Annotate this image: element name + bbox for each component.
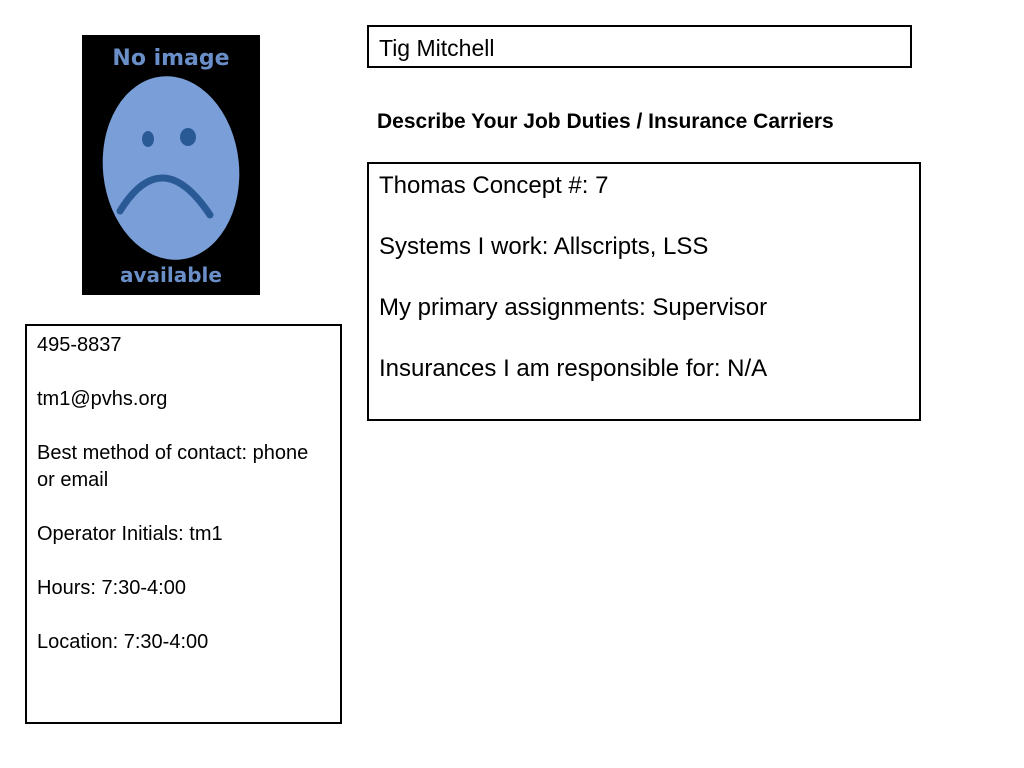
name-field [367, 25, 912, 68]
employee-name: Tig Mitchell [379, 35, 495, 61]
concept-number: Thomas Concept #: 7 [379, 172, 609, 199]
hours: Hours: 7:30-4:00 [37, 577, 186, 599]
operator-initials: Operator Initials: tm1 [37, 523, 223, 545]
insurances-line: Insurances I am responsible for: N/A [379, 355, 768, 382]
contact-box [25, 324, 342, 724]
duties-heading: Describe Your Job Duties / Insurance Carriers [377, 110, 834, 133]
phone-number: 495-8837 [37, 334, 122, 356]
no-image-placeholder [82, 35, 260, 295]
systems-line: Systems I work: Allscripts, LSS [379, 233, 709, 260]
no-image-text: No image [112, 46, 230, 71]
duties-box [367, 162, 921, 421]
available-text: available [120, 263, 222, 287]
sad-face-icon [82, 35, 260, 295]
location: Location: 7:30-4:00 [37, 631, 209, 653]
assignments-line: My primary assignments: Supervisor [379, 294, 768, 321]
email-address: tm1@pvhs.org [37, 388, 168, 410]
contact-method: Best method of contact: phone or email [37, 442, 309, 491]
